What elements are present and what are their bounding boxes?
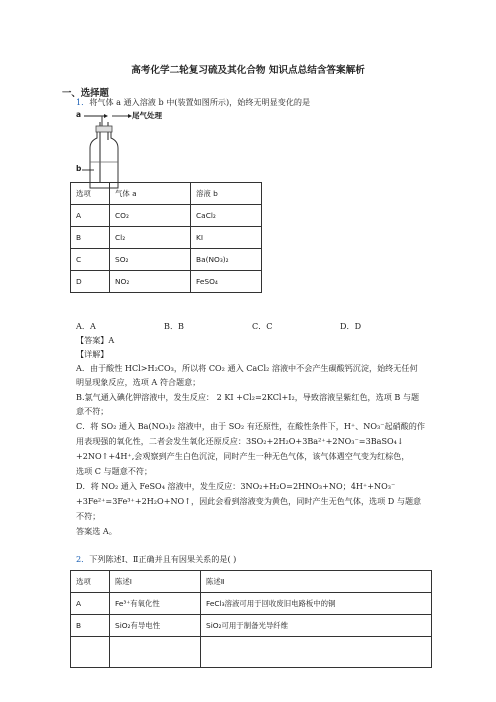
label-tail-gas: 尾气处理 [132, 111, 162, 120]
table-cell: D [71, 271, 110, 293]
detail-label: 【详解】 [76, 349, 109, 359]
table-row [71, 271, 262, 293]
table-cell: Cl₂ [110, 227, 191, 249]
question-1-stem [76, 96, 310, 108]
label-a: a [76, 110, 82, 119]
table-cell: C [71, 249, 110, 271]
table-header: 溶液 b [191, 183, 262, 205]
table-row [71, 593, 432, 615]
explanation-line: C．将 SO₂ 通入 Ba(NO₃)₂ 溶液中，由于 SO₂ 有还原性，在酸性条件下，H⁺、NO₃⁻起硝酸的作 [76, 421, 425, 431]
question-number: 2． [76, 554, 90, 564]
section-heading: 一、选择题 [62, 88, 109, 99]
table-cell: B [71, 615, 110, 637]
explanation-line: 意不符； [76, 406, 109, 416]
explanation-line: 明显现象反应，选项 A 符合题意； [76, 377, 201, 387]
question-2-table [70, 570, 432, 668]
table-cell: Ba(NO₃)₂ [191, 249, 262, 271]
table-header-row [71, 571, 432, 593]
table-header: 气体 a [110, 183, 191, 205]
table-header-row [71, 183, 262, 205]
table-header: 陈述Ⅱ [201, 571, 432, 593]
explanation-line: 选项 C 与题意不符； [76, 466, 153, 476]
table-row [71, 615, 432, 637]
table-cell: CO₂ [110, 205, 191, 227]
question-1-table [70, 182, 262, 293]
explanation-line: B.氯气通入碘化钾溶液中，发生反应： 2 KI +Cl₂=2KCl+I₂，导致溶液呈紫红色，选项 B 与题 [76, 392, 420, 402]
table-cell: Fe³⁺有氧化性 [110, 593, 201, 615]
explanation-line: 不符； [76, 511, 101, 521]
table-cell [110, 637, 201, 668]
option-c: C．C [252, 321, 273, 331]
table-cell: FeSO₄ [191, 271, 262, 293]
table-row [71, 205, 262, 227]
table-cell [71, 637, 110, 668]
table-cell: A [71, 593, 110, 615]
explanation-line: A．由于酸性 HCl>H₂CO₃，所以将 CO₂ 通入 CaCl₂ 溶液中不会产生碳酸钙沉淀，始终无任何 [76, 363, 418, 373]
table-cell: SO₂ [110, 249, 191, 271]
gas-bottle-diagram [76, 110, 196, 190]
table-cell: CaCl₂ [191, 205, 262, 227]
question-2-stem [76, 553, 236, 565]
table-cell: FeCl₃溶液可用于回收废旧电路板中的铜 [201, 593, 432, 615]
table-cell [201, 637, 432, 668]
table-cell: B [71, 227, 110, 249]
label-b: b [76, 164, 82, 173]
table-cell: SiO₂有导电性 [110, 615, 201, 637]
option-a: A．A [76, 321, 96, 331]
page-title: 高考化学二轮复习硫及其化合物 知识点总结含答案解析 [131, 65, 365, 76]
table-cell: KI [191, 227, 262, 249]
option-d: D．D [340, 321, 362, 331]
answer-options [76, 320, 428, 332]
table-header: 选项 [71, 571, 110, 593]
table-row [71, 637, 432, 668]
table-header: 选项 [71, 183, 110, 205]
table-row [71, 249, 262, 271]
table-row [71, 227, 262, 249]
table-cell: SiO₂可用于制备光导纤维 [201, 615, 432, 637]
question-number: 1． [76, 97, 90, 107]
question-text: 下列陈述Ⅰ、Ⅱ正确并且有因果关系的是( ) [89, 554, 237, 564]
answer-label: 【答案】A [76, 335, 115, 345]
option-b: B．B [164, 321, 184, 331]
apparatus-figure [76, 110, 196, 190]
explanation-line: D．将 NO₂ 通入 FeSO₄ 溶液中，发生反应：3NO₂+H₂O=2HNO₃+NO；4H⁺+NO₃⁻ [76, 481, 396, 491]
explanation-line: +2NO↑+4H⁺,会观察到产生白色沉淀，同时产生一种无色气体，该气体遇空气变为红棕色， [76, 451, 410, 461]
table-cell: NO₂ [110, 271, 191, 293]
question-text: 将气体 a 通入溶液 b 中(装置如图所示)，始终无明显变化的是 [89, 97, 311, 107]
explanation-line: 用表现强的氧化性，二者会发生氧化还原反应：3SO₂+2H₂O+3Ba²⁺+2NO₃⁻=3BaSO₄↓ [76, 436, 404, 446]
explanation-line: +3Fe²⁺=3Fe³⁺+2H₂O+NO↑，因此会看到溶液变为黄色，同时产生无色气体，选项 D 与题意 [76, 496, 422, 506]
table-header: 陈述Ⅰ [110, 571, 201, 593]
table-cell: A [71, 205, 110, 227]
explanation-line: 答案选 A。 [76, 526, 117, 536]
